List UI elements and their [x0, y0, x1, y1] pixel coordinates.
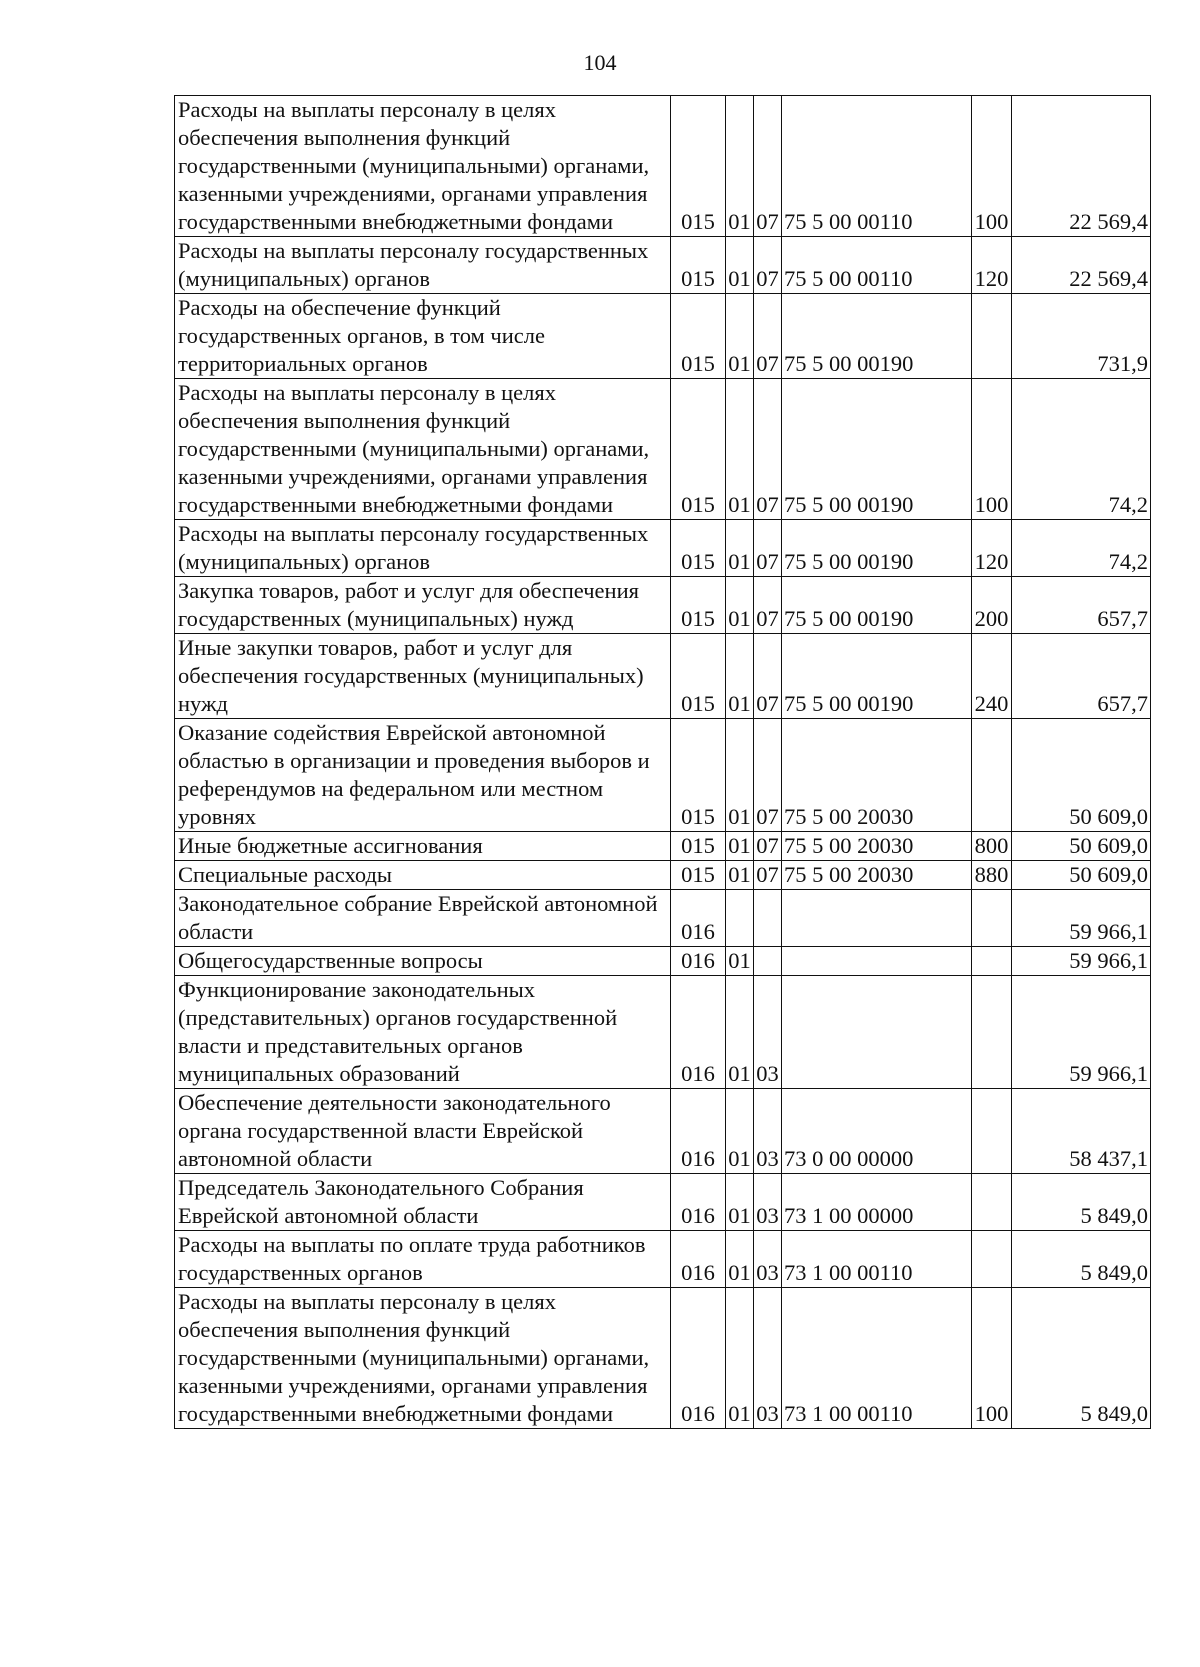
expense-name-cell: Закупка товаров, работ и услуг для обеспечения государственных (муниципальных) нужд: [175, 577, 671, 634]
target-article-code-cell: 73 1 00 00000: [782, 1174, 972, 1231]
expense-type-code-cell: 240: [972, 634, 1012, 719]
section-code-cell: 01: [726, 1231, 754, 1288]
amount-cell: 58 437,1: [1012, 1089, 1151, 1174]
subsection-code-cell: 03: [754, 976, 782, 1089]
subsection-code-cell: [754, 947, 782, 976]
department-code-cell: 016: [671, 1174, 726, 1231]
table-row: [175, 379, 1151, 520]
target-article-code-cell: 75 5 00 00190: [782, 294, 972, 379]
expense-name-cell: Расходы на выплаты персоналу в целях обеспечения выполнения функций государственными (муниципальными) органами, казенными учреждениями, органами управления государственными внебюджетными фондами: [175, 96, 671, 237]
table-row: [175, 719, 1151, 832]
section-code-cell: 01: [726, 634, 754, 719]
section-code-cell: [726, 890, 754, 947]
target-article-code-cell: 75 5 00 00190: [782, 634, 972, 719]
expense-name-cell: Специальные расходы: [175, 861, 671, 890]
target-article-code-cell: 75 5 00 20030: [782, 861, 972, 890]
amount-cell: 657,7: [1012, 634, 1151, 719]
expense-type-code-cell: 120: [972, 237, 1012, 294]
target-article-code-cell: 75 5 00 00190: [782, 379, 972, 520]
page-number: 104: [583, 50, 617, 75]
expense-name-cell: Общегосударственные вопросы: [175, 947, 671, 976]
amount-cell: 50 609,0: [1012, 719, 1151, 832]
amount-cell: 5 849,0: [1012, 1174, 1151, 1231]
expense-type-code-cell: [972, 1174, 1012, 1231]
department-code-cell: 015: [671, 861, 726, 890]
expense-type-code-cell: [972, 294, 1012, 379]
subsection-code-cell: 03: [754, 1089, 782, 1174]
subsection-code-cell: 07: [754, 861, 782, 890]
section-code-cell: 01: [726, 861, 754, 890]
section-code-cell: 01: [726, 832, 754, 861]
table-body: [175, 96, 1151, 1429]
expense-name-cell: Оказание содействия Еврейской автономной областью в организации и проведения выборов и референдумов на федеральном или местном уровнях: [175, 719, 671, 832]
subsection-code-cell: 07: [754, 719, 782, 832]
section-code-cell: 01: [726, 1288, 754, 1429]
table-row: [175, 237, 1151, 294]
department-code-cell: 016: [671, 1288, 726, 1429]
department-code-cell: 015: [671, 832, 726, 861]
department-code-cell: 016: [671, 890, 726, 947]
table-row: [175, 1089, 1151, 1174]
amount-cell: 731,9: [1012, 294, 1151, 379]
expense-type-code-cell: 100: [972, 379, 1012, 520]
subsection-code-cell: 03: [754, 1231, 782, 1288]
amount-cell: 74,2: [1012, 520, 1151, 577]
expense-type-code-cell: 100: [972, 96, 1012, 237]
subsection-code-cell: 07: [754, 96, 782, 237]
expense-type-code-cell: [972, 1231, 1012, 1288]
section-code-cell: 01: [726, 294, 754, 379]
table-row: [175, 1174, 1151, 1231]
table-row: [175, 976, 1151, 1089]
budget-table: [174, 95, 1151, 1429]
amount-cell: 5 849,0: [1012, 1231, 1151, 1288]
expense-type-code-cell: 120: [972, 520, 1012, 577]
subsection-code-cell: 07: [754, 379, 782, 520]
target-article-code-cell: [782, 890, 972, 947]
subsection-code-cell: 03: [754, 1174, 782, 1231]
expense-type-code-cell: [972, 947, 1012, 976]
department-code-cell: 015: [671, 520, 726, 577]
target-article-code-cell: 75 5 00 00110: [782, 237, 972, 294]
amount-cell: 59 966,1: [1012, 890, 1151, 947]
department-code-cell: 015: [671, 379, 726, 520]
amount-cell: 22 569,4: [1012, 96, 1151, 237]
table-row: [175, 1288, 1151, 1429]
expense-type-code-cell: 880: [972, 861, 1012, 890]
target-article-code-cell: 75 5 00 00190: [782, 520, 972, 577]
target-article-code-cell: 73 0 00 00000: [782, 1089, 972, 1174]
expense-name-cell: Иные закупки товаров, работ и услуг для обеспечения государственных (муниципальных) нужд: [175, 634, 671, 719]
table-row: [175, 96, 1151, 237]
subsection-code-cell: 07: [754, 294, 782, 379]
section-code-cell: 01: [726, 976, 754, 1089]
amount-cell: 74,2: [1012, 379, 1151, 520]
department-code-cell: 015: [671, 294, 726, 379]
table-row: [175, 890, 1151, 947]
amount-cell: 22 569,4: [1012, 237, 1151, 294]
department-code-cell: 015: [671, 719, 726, 832]
target-article-code-cell: 75 5 00 00110: [782, 96, 972, 237]
section-code-cell: 01: [726, 1089, 754, 1174]
expense-name-cell: Расходы на выплаты персоналу в целях обеспечения выполнения функций государственными (муниципальными) органами, казенными учреждениями, органами управления государственными внебюджетными фондами: [175, 379, 671, 520]
subsection-code-cell: 07: [754, 520, 782, 577]
section-code-cell: 01: [726, 1174, 754, 1231]
section-code-cell: 01: [726, 379, 754, 520]
expense-name-cell: Расходы на выплаты персоналу государственных (муниципальных) органов: [175, 520, 671, 577]
expense-name-cell: Расходы на обеспечение функций государственных органов, в том числе территориальных органов: [175, 294, 671, 379]
department-code-cell: 016: [671, 1089, 726, 1174]
subsection-code-cell: 07: [754, 577, 782, 634]
amount-cell: 5 849,0: [1012, 1288, 1151, 1429]
section-code-cell: 01: [726, 719, 754, 832]
amount-cell: 50 609,0: [1012, 832, 1151, 861]
table-row: [175, 861, 1151, 890]
expense-type-code-cell: 200: [972, 577, 1012, 634]
target-article-code-cell: 75 5 00 00190: [782, 577, 972, 634]
expense-name-cell: Функционирование законодательных (представительных) органов государственной власти и представительных органов муниципальных образований: [175, 976, 671, 1089]
section-code-cell: 01: [726, 96, 754, 237]
expense-name-cell: Расходы на выплаты персоналу государственных (муниципальных) органов: [175, 237, 671, 294]
table-row: [175, 832, 1151, 861]
expense-type-code-cell: [972, 719, 1012, 832]
expense-type-code-cell: [972, 1089, 1012, 1174]
table-row: [175, 294, 1151, 379]
target-article-code-cell: [782, 947, 972, 976]
table-row: [175, 577, 1151, 634]
expense-type-code-cell: [972, 890, 1012, 947]
subsection-code-cell: [754, 890, 782, 947]
department-code-cell: 015: [671, 577, 726, 634]
expense-type-code-cell: 100: [972, 1288, 1012, 1429]
subsection-code-cell: 07: [754, 832, 782, 861]
department-code-cell: 015: [671, 634, 726, 719]
subsection-code-cell: 07: [754, 237, 782, 294]
table-row: [175, 1231, 1151, 1288]
department-code-cell: 016: [671, 976, 726, 1089]
expense-type-code-cell: 800: [972, 832, 1012, 861]
section-code-cell: 01: [726, 520, 754, 577]
table-row: [175, 947, 1151, 976]
section-code-cell: 01: [726, 947, 754, 976]
expense-name-cell: Расходы на выплаты по оплате труда работников государственных органов: [175, 1231, 671, 1288]
expense-type-code-cell: [972, 976, 1012, 1089]
table-row: [175, 634, 1151, 719]
target-article-code-cell: 75 5 00 20030: [782, 832, 972, 861]
target-article-code-cell: [782, 976, 972, 1089]
expense-name-cell: Обеспечение деятельности законодательного органа государственной власти Еврейской автономной области: [175, 1089, 671, 1174]
section-code-cell: 01: [726, 237, 754, 294]
subsection-code-cell: 07: [754, 634, 782, 719]
amount-cell: 59 966,1: [1012, 976, 1151, 1089]
section-code-cell: 01: [726, 577, 754, 634]
table-row: [175, 520, 1151, 577]
amount-cell: 59 966,1: [1012, 947, 1151, 976]
department-code-cell: 015: [671, 96, 726, 237]
department-code-cell: 016: [671, 1231, 726, 1288]
department-code-cell: 015: [671, 237, 726, 294]
department-code-cell: 016: [671, 947, 726, 976]
amount-cell: 50 609,0: [1012, 861, 1151, 890]
expense-name-cell: Законодательное собрание Еврейской автономной области: [175, 890, 671, 947]
target-article-code-cell: 73 1 00 00110: [782, 1288, 972, 1429]
expense-name-cell: Председатель Законодательного Собрания Еврейской автономной области: [175, 1174, 671, 1231]
target-article-code-cell: 73 1 00 00110: [782, 1231, 972, 1288]
expense-name-cell: Иные бюджетные ассигнования: [175, 832, 671, 861]
expense-name-cell: Расходы на выплаты персоналу в целях обеспечения выполнения функций государственными (муниципальными) органами, казенными учреждениями, органами управления государственными внебюджетными фондами: [175, 1288, 671, 1429]
subsection-code-cell: 03: [754, 1288, 782, 1429]
target-article-code-cell: 75 5 00 20030: [782, 719, 972, 832]
amount-cell: 657,7: [1012, 577, 1151, 634]
